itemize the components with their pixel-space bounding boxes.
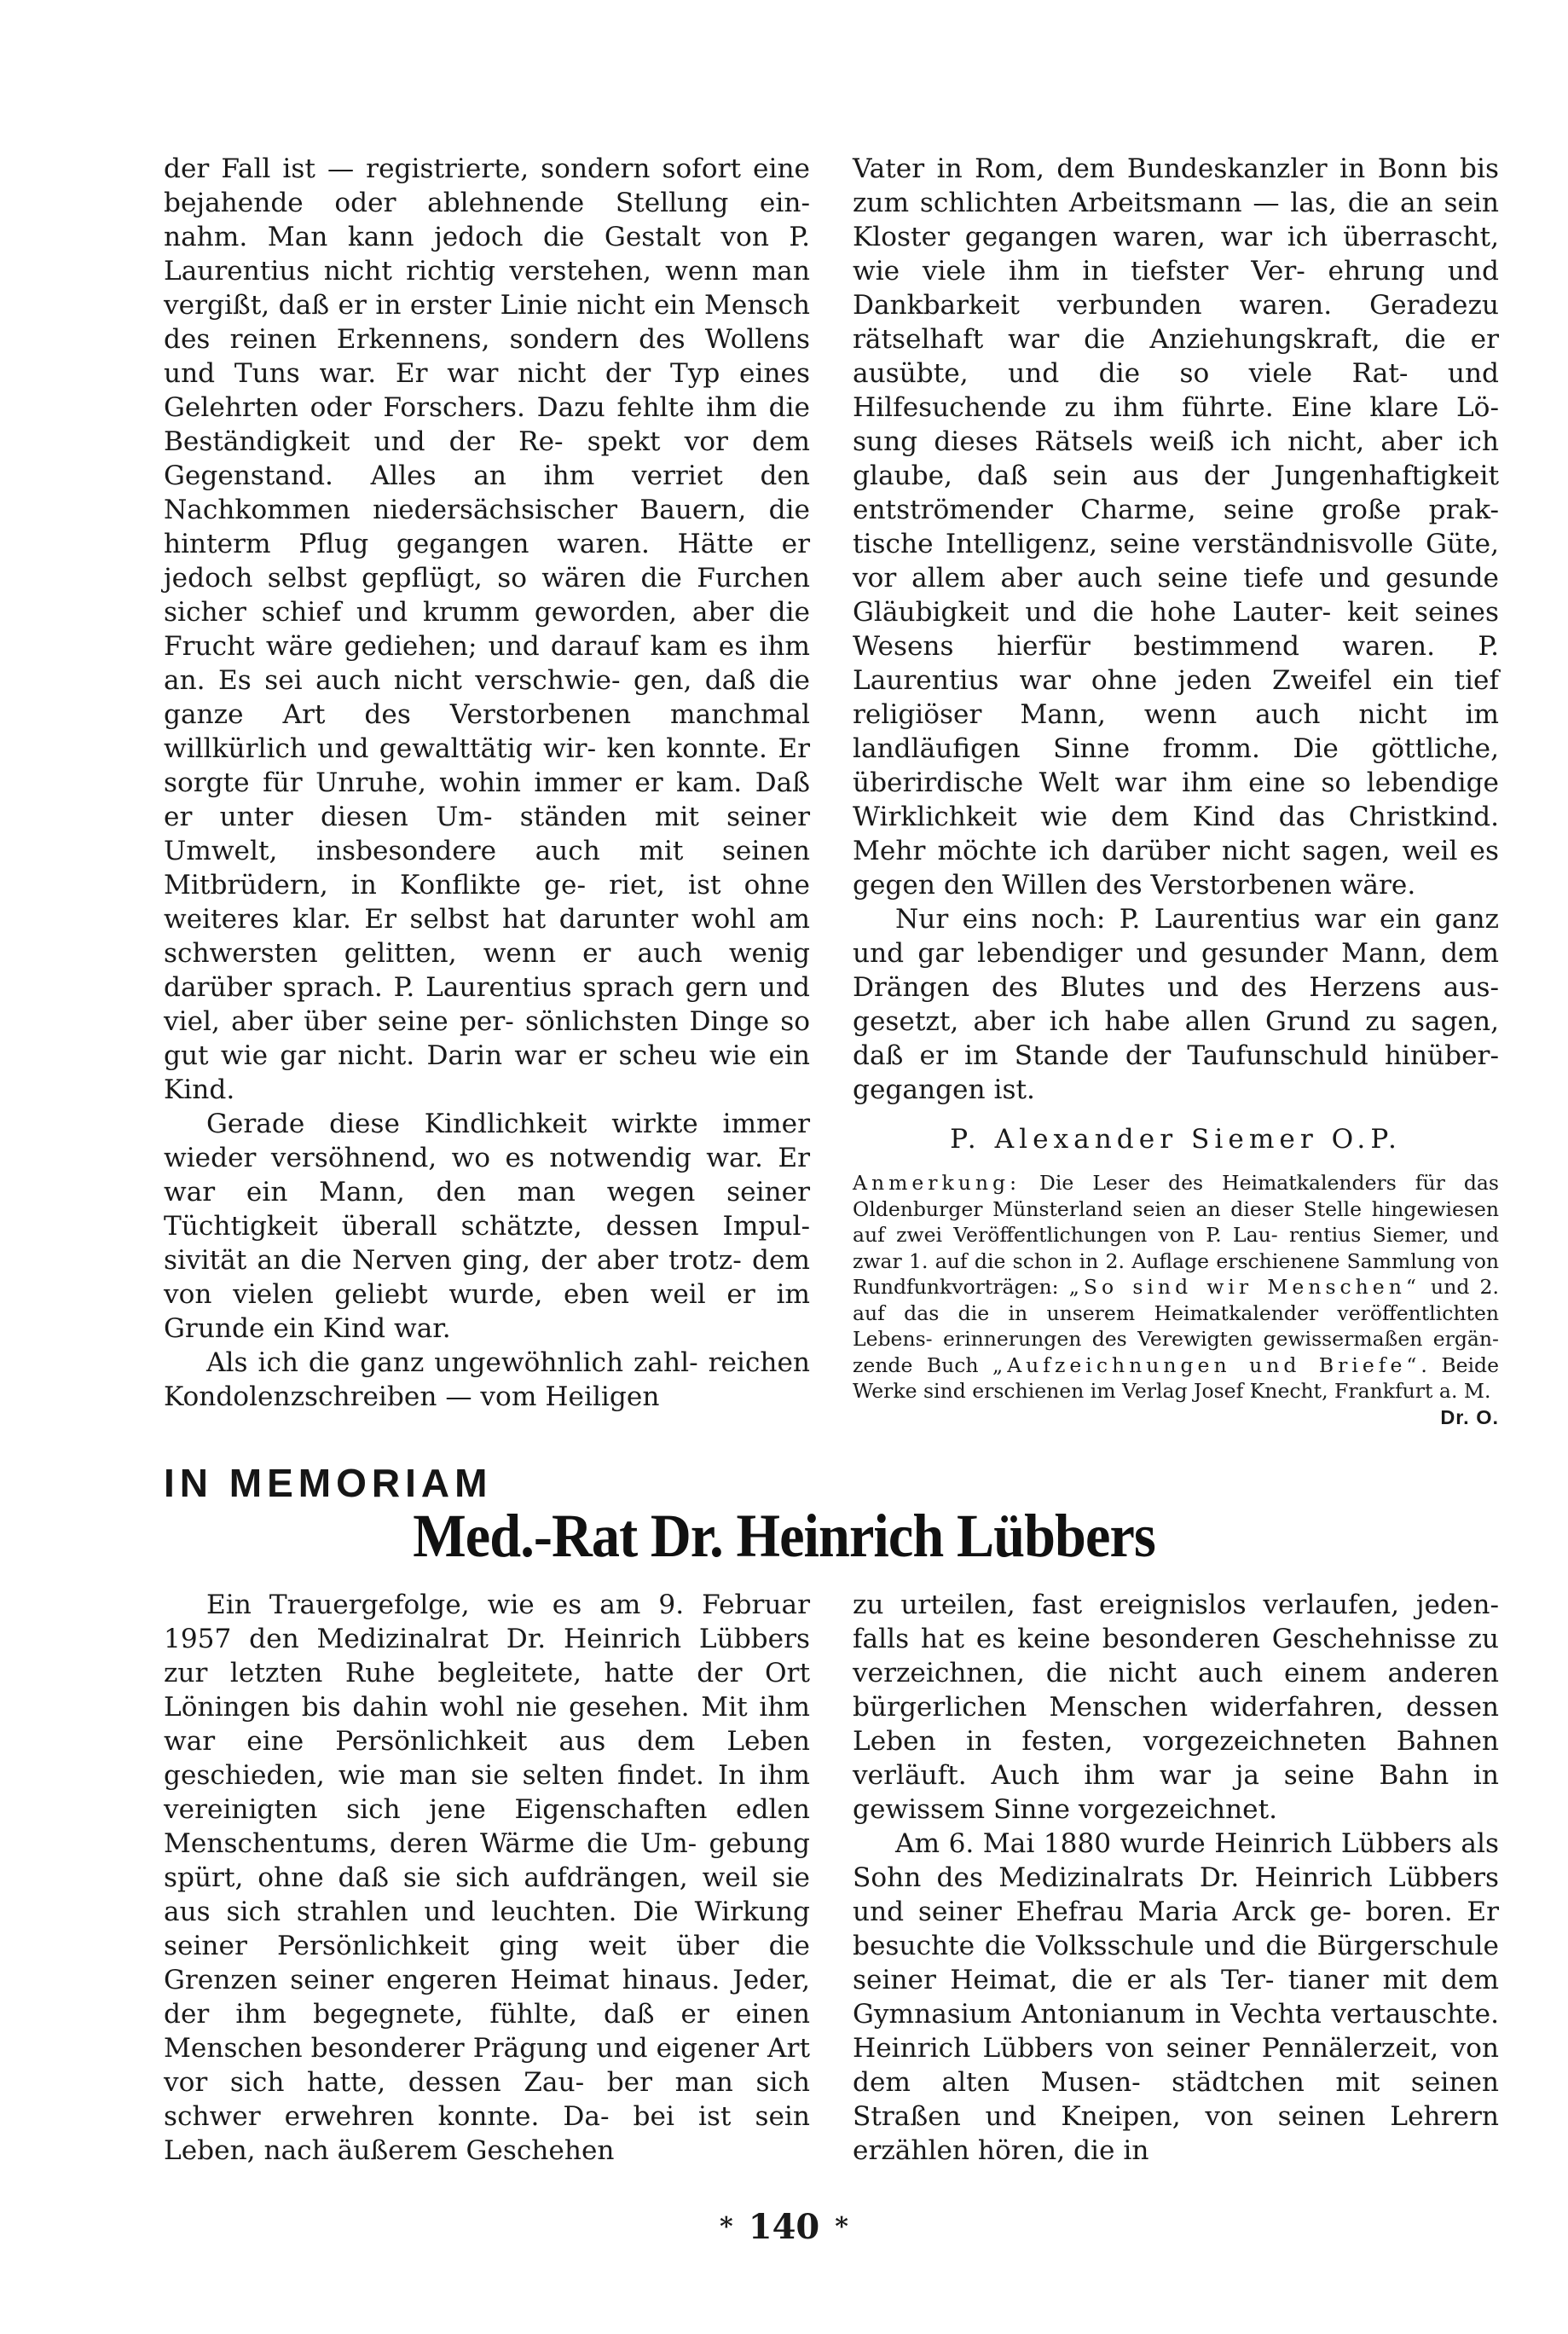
paragraph: der Fall ist — registrierte, sondern sofort eine bejahende oder ablehnende Stellung ein- nahm. Man kann jedoch die Gestalt von P. Laurentius nicht richtig verstehen, wenn man vergißt, daß er in erster Linie nicht ein Mensch des reinen Erkennens, sondern des Wollens und Tuns war. Er war nicht der Typ eines Gelehrten oder Forschers. Dazu fehlte ihm die Beständigkeit und der Re- spekt vor dem Gegenstand. Alles an ihm verriet den Nachkommen niedersächsischer Bauern, die hinterm Pflug gegangen waren. Hätte er jedoch selbst gepflügt, so wären die Furchen sicher schief und krumm geworden, aber die Frucht wäre gediehen; und darauf kam es ihm an. Es sei auch nicht verschwie- gen, daß die ganze Art des Verstorbenen manchmal willkürlich und gewalttätig wir- ken konnte. Er sorgte für Unruhe, wohin immer er kam. Daß er unter diesen Um- ständen mit seiner Umwelt, insbesondere auch mit seinen Mitbrüdern, in Konflikte ge- riet, ist ohne weiteres klar. Er selbst hat darunter wohl am schwersten gelitten, wenn er auch wenig darüber sprach. P. Laurentius sprach gern und viel, aber über seine per- sönlichsten Dinge so gut wie gar nicht. Darin war er scheu wie ein Kind. bbox=[164, 153, 810, 1105]
paragraph: Gerade diese Kindlichkeit wirkte immer wieder versöhnend, wo es notwendig war. Er war ein Mann, den man wegen seiner Tüchtigkeit überall schätzte, dessen Impul- sivität an die Nerven ging, der aber trotz- dem von vielen geliebt wurde, eben weil er im Grunde ein Kind war. bbox=[164, 1109, 810, 1344]
bottom-left-column bbox=[164, 1588, 810, 2168]
paragraph: Ein Trauergefolge, wie es am 9. Februar 1957 den Medizinalrat Dr. Heinrich Lübbers zur letzten Ruhe begleitete, hatte der Ort Löningen bis dahin wohl nie gesehen. Mit ihm war eine Persönlichkeit aus dem Leben geschieden, wie man sie selten findet. In ihm vereinigten sich jene Eigenschaften edlen Menschentums, deren Wärme die Um- gebung spürt, ohne daß sie sich aufdrängen, weil sie aus sich strahlen und leuchten. Die Wirkung seiner Persönlichkeit ging weit über die Grenzen seiner engeren Heimat hinaus. Jeder, der ihm begegnete, fühlte, daß er einen Menschen besonderer Prägung und eigener Art vor sich hatte, dessen Zau- ber man sich schwer erwehren konnte. Da- bei ist sein Leben, nach äußerem Geschehen bbox=[164, 1590, 810, 2166]
star-ornament: * bbox=[720, 2212, 733, 2242]
paragraph: Nur eins noch: P. Laurentius war ein ganz und gar lebendiger und gesunder Mann, dem Drängen des Blutes und des Herzens aus- gesetzt, aber ich habe allen Grund zu sagen, daß er im Stande der Taufunschuld hinüber- gegangen ist. bbox=[853, 904, 1499, 1105]
bottom-right-column bbox=[853, 1588, 1499, 2168]
book-title: „So sind wir Menschen“ bbox=[1068, 1275, 1420, 1299]
top-right-column bbox=[853, 152, 1499, 1430]
paragraph: Vater in Rom, dem Bundeskanzler in Bonn bis zum schlichten Arbeitsmann — las, die an sein Kloster gegangen waren, war ich überrascht, wie viele ihm in tiefster Ver- ehrung und Dankbarkeit verbunden waren. Geradezu rätselhaft war die Anziehungskraft, die er ausübte, und die so viele Rat- und Hilfesuchende zu ihm führte. Eine klare Lö- sung dieses Rätsels weiß ich nicht, aber ich glaube, daß sein aus der Jungenhaftigkeit entströmender Charme, seine große prak- tische Intelligenz, seine verständnisvolle Güte, vor allem aber auch seine tiefe und gesunde Gläubigkeit und die hohe Lauter- keit seines Wesens hierfür bestimmend waren. P. Laurentius war ohne jeden Zweifel ein tief religiöser Mann, wenn auch nicht im landläufigen Sinne fromm. Die göttliche, überirdische Welt war ihm eine so lebendige Wirklichkeit wie dem Kind das Christkind. Mehr möchte ich darüber nicht sagen, weil es gegen den Willen des Verstorbenen wäre. bbox=[853, 153, 1499, 901]
article-headline: Med.-Rat Dr. Heinrich Lübbers bbox=[413, 1502, 1155, 1570]
paragraph: Am 6. Mai 1880 wurde Heinrich Lübbers als Sohn des Medizinalrats Dr. Heinrich Lübbers und seiner Ehefrau Maria Arck ge- boren. Er besuchte die Volksschule und die Bürgerschule seiner Heimat, die er als Ter- tianer mit dem Gymnasium Antonianum in Vechta vertauschte. Heinrich Lübbers von seiner Pennälerzeit, von dem alten Musen- städtchen mit seinen Straßen und Kneipen, von seinen Lehrern erzählen hören, die in bbox=[853, 1828, 1499, 2166]
footnote-text: und 2. auf das die in unserem Heimatkalender veröffentlichten Lebens- erinnerungen des Verewigten gewissermaßen ergän- zende Buch bbox=[853, 1275, 1499, 1377]
paragraph: zu urteilen, fast ereignislos verlaufen, jeden- falls hat es keine besonderen Geschehnisse zu verzeichnen, die nicht auch einem anderen bürgerlichen Menschen widerfahren, dessen Leben in festen, vorgezeichneten Bahnen verläuft. Auch ihm war ja seine Bahn in gewissem Sinne vorgezeichnet. bbox=[853, 1590, 1499, 1825]
footnote-text: . Beide Werke sind erschienen im Verlag Josef Knecht, Frankfurt a. M. bbox=[853, 1352, 1499, 1403]
author-signature: P. Alexander Siemer O.P. bbox=[950, 1124, 1402, 1155]
footnote bbox=[853, 1170, 1499, 1428]
section-label: IN MEMORIAM bbox=[164, 1461, 493, 1505]
footnote-text: Die Leser des Heimatkalenders für das Oldenburger Münsterland seien an dieser Stelle hingewiesen auf zwei Veröffentlichungen von P. Lau- rentius Siemer, und zwar 1. auf die schon in 2. Auflage erschienene Sammlung von Rundfunkvorträgen: bbox=[853, 1171, 1499, 1299]
paragraph: Als ich die ganz ungewöhnlich zahl- reichen Kondolenzschreiben — vom Heiligen bbox=[164, 1347, 810, 1412]
top-left-column bbox=[164, 152, 810, 1414]
footnote-label: Anmerkung: bbox=[853, 1171, 1021, 1195]
book-title: „Aufzeichnungen und Briefe“ bbox=[992, 1352, 1421, 1377]
star-ornament: * bbox=[835, 2212, 848, 2242]
footnote-signature: Dr. O. bbox=[1440, 1405, 1499, 1428]
page-number-text: 140 bbox=[748, 2207, 820, 2247]
page-number bbox=[0, 2207, 1568, 2247]
